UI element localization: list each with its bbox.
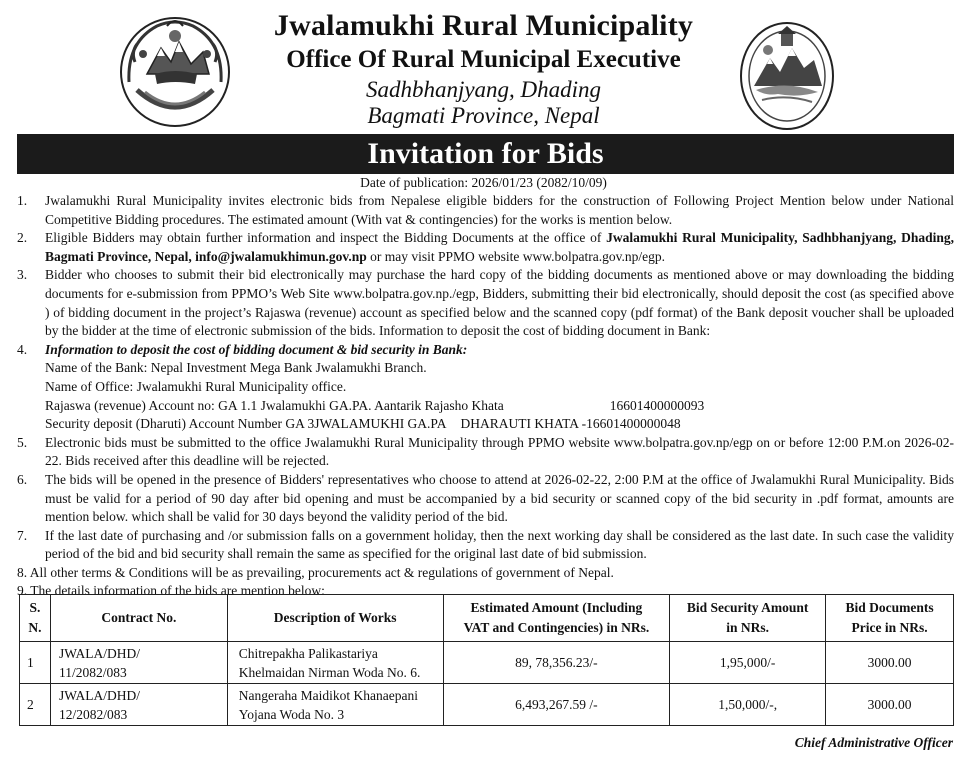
item-number: 3. (17, 267, 28, 283)
list-item (17, 471, 954, 527)
table-row (20, 684, 954, 726)
rajaswa-account-number: 16601400000093 (609, 397, 705, 413)
list-item (17, 434, 954, 471)
cell-contract: JWALA/DHD/ 11/2082/083 (50, 642, 227, 684)
table-header-row (20, 595, 954, 642)
publication-date: Date of publication: 2026/01/23 (2082/10/09) (360, 175, 607, 190)
col-security-header: Bid Security Amount in NRs. (670, 595, 826, 642)
cell-description: Nangeraha Maidikot Khanaepani Yojana Woda No. 3 (227, 684, 443, 726)
item-number: 5. (17, 434, 28, 450)
office-name-line: Name of Office: Jwalamukhi Rural Municipality office. (45, 378, 347, 394)
item-text: If the last date of purchasing and /or submission falls on a government holiday, then the next working day shall be considered as the last date. In such case the validity period of the bid and bid security shall remain the same as specified for the original last date of bid submission. (45, 527, 954, 562)
item-number: 1. (17, 193, 28, 208)
table-row (20, 642, 954, 684)
notice-body (17, 192, 954, 601)
security-account-number: DHARAUTI KHATA -16601400000048 (460, 416, 681, 432)
bank-info (45, 341, 954, 434)
col-sn-header: S. N. (20, 595, 51, 642)
item-text: The bids will be opened in the presence of Bidders' representatives who choose to attend at 2026-02-22, 2:00 P.M at the office of Jwalamukhi Rural Municipality. Bids must be valid for a period of 90 day after bid opening and must be accompanied by a bid security or scanned copy of the bid security in .pdf format, amounts are mention below. which shall be valid for 30 days beyond the validity period of the bid. (45, 471, 954, 525)
item-text-intro: Eligible Bidders may obtain further information and inspect the Bidding Documents at the office of (45, 230, 607, 246)
invitation-banner: Invitation for Bids (17, 134, 954, 174)
list-item (17, 341, 954, 434)
col-estimate-header: Estimated Amount (Including VAT and Contingencies) in NRs. (443, 595, 670, 642)
list-item: 9. The details information of the bids are mention below: (17, 583, 325, 599)
cell-estimate: 89, 78,356.23/- (443, 642, 670, 684)
item-number: 6. (17, 471, 28, 487)
cell-security: 1,95,000/- (670, 642, 826, 684)
cell-contract: JWALA/DHD/ 12/2082/083 (50, 684, 227, 726)
location-line-1: Sadhbhanjyang, Dhading (365, 77, 602, 102)
cell-sn: 2 (20, 684, 51, 726)
municipality-logo-icon (738, 20, 836, 132)
item-number: 2. (17, 230, 28, 246)
item-number: 4. (17, 341, 28, 357)
list-item (17, 229, 954, 266)
cell-sn: 1 (20, 642, 51, 684)
item-text: Jwalamukhi Rural Municipality invites electronic bids from Nepalese eligible bidders for the construction of Following Project Mention below under National Competitive Bidding procedures. The estimated amount (With vat & contingencies) for the works is mention below. (45, 193, 954, 227)
security-account-label: Security deposit (Dharuti) Account Number GA 3JWALAMUKHI GA.PA (45, 416, 447, 432)
rajaswa-account-label: Rajaswa (revenue) Account no: GA 1.1 Jwalamukhi GA.PA. Aantarik Rajasho Khata (45, 397, 504, 413)
col-docprice-header: Bid Documents Price in NRs. (826, 595, 954, 642)
signature: Chief Administrative Officer (794, 735, 953, 750)
office-name: Office Of Rural Municipal Executive (286, 46, 681, 73)
list-item (17, 192, 954, 229)
list-item: 8. All other terms & Conditions will be as prevailing, procurements act & regulations of government of Nepal. (17, 564, 614, 580)
item-text: Bidder who chooses to submit their bid electronically may purchase the hard copy of the bidding documents as mentioned above or may downloading the bidding documents for e-submission from PPMO’s Web Site www.bolpatra.gov.np./egp, Bidders, submitting their bid electronically, should deposit the cost (as specified above ) of bidding document in the project’s Rajaswa (revenue) account as specified below and the scanned copy (pdf format) of the Bank deposit voucher shall be uploaded by the bidder at the time of electronic submission of the bids. Information to deposit the cost of bidding document in Bank: (45, 267, 954, 339)
cell-estimate: 6,493,267.59 /- (443, 684, 670, 726)
cell-description: Chitrepakha Palikastariya Khelmaidan Nirman Woda No. 6. (227, 642, 443, 684)
list-item (17, 266, 954, 340)
cell-security: 1,50,000/-, (670, 684, 826, 726)
item-text: Electronic bids must be submitted to the office Jwalamukhi Rural Municipality through PPMO website www.bolpatra.gov.np/egp on or before 12:00 P.M.on 2026-02-22. Bids received after this deadline will be rejected. (45, 434, 954, 469)
bids-table (19, 594, 954, 726)
col-description-header: Description of Works (227, 595, 443, 642)
bank-info-heading: Information to deposit the cost of bidding document & bid security in Bank: (45, 341, 468, 357)
col-contract-header: Contract No. (50, 595, 227, 642)
item-number: 7. (17, 527, 28, 543)
location-line-2: Bagmati Province, Nepal (367, 103, 600, 128)
cell-docprice: 3000.00 (826, 642, 954, 684)
item-text (45, 229, 954, 266)
letterhead (0, 0, 967, 140)
list-item (17, 527, 954, 564)
municipality-name: Jwalamukhi Rural Municipality (273, 9, 694, 42)
item-text-tail: or may visit PPMO website www.bolpatra.gov.np/egp. (366, 248, 665, 264)
cell-docprice: 3000.00 (826, 684, 954, 726)
office-contact: Jwalamukhi Rural Municipality, Sadhbhanjyang, Dhading, Bagmati Province, Nepal, info@jwalamukhimun.gov.np (45, 230, 955, 264)
bank-name: Name of the Bank: Nepal Investment Mega Bank Jwalamukhi Branch. (45, 360, 427, 376)
